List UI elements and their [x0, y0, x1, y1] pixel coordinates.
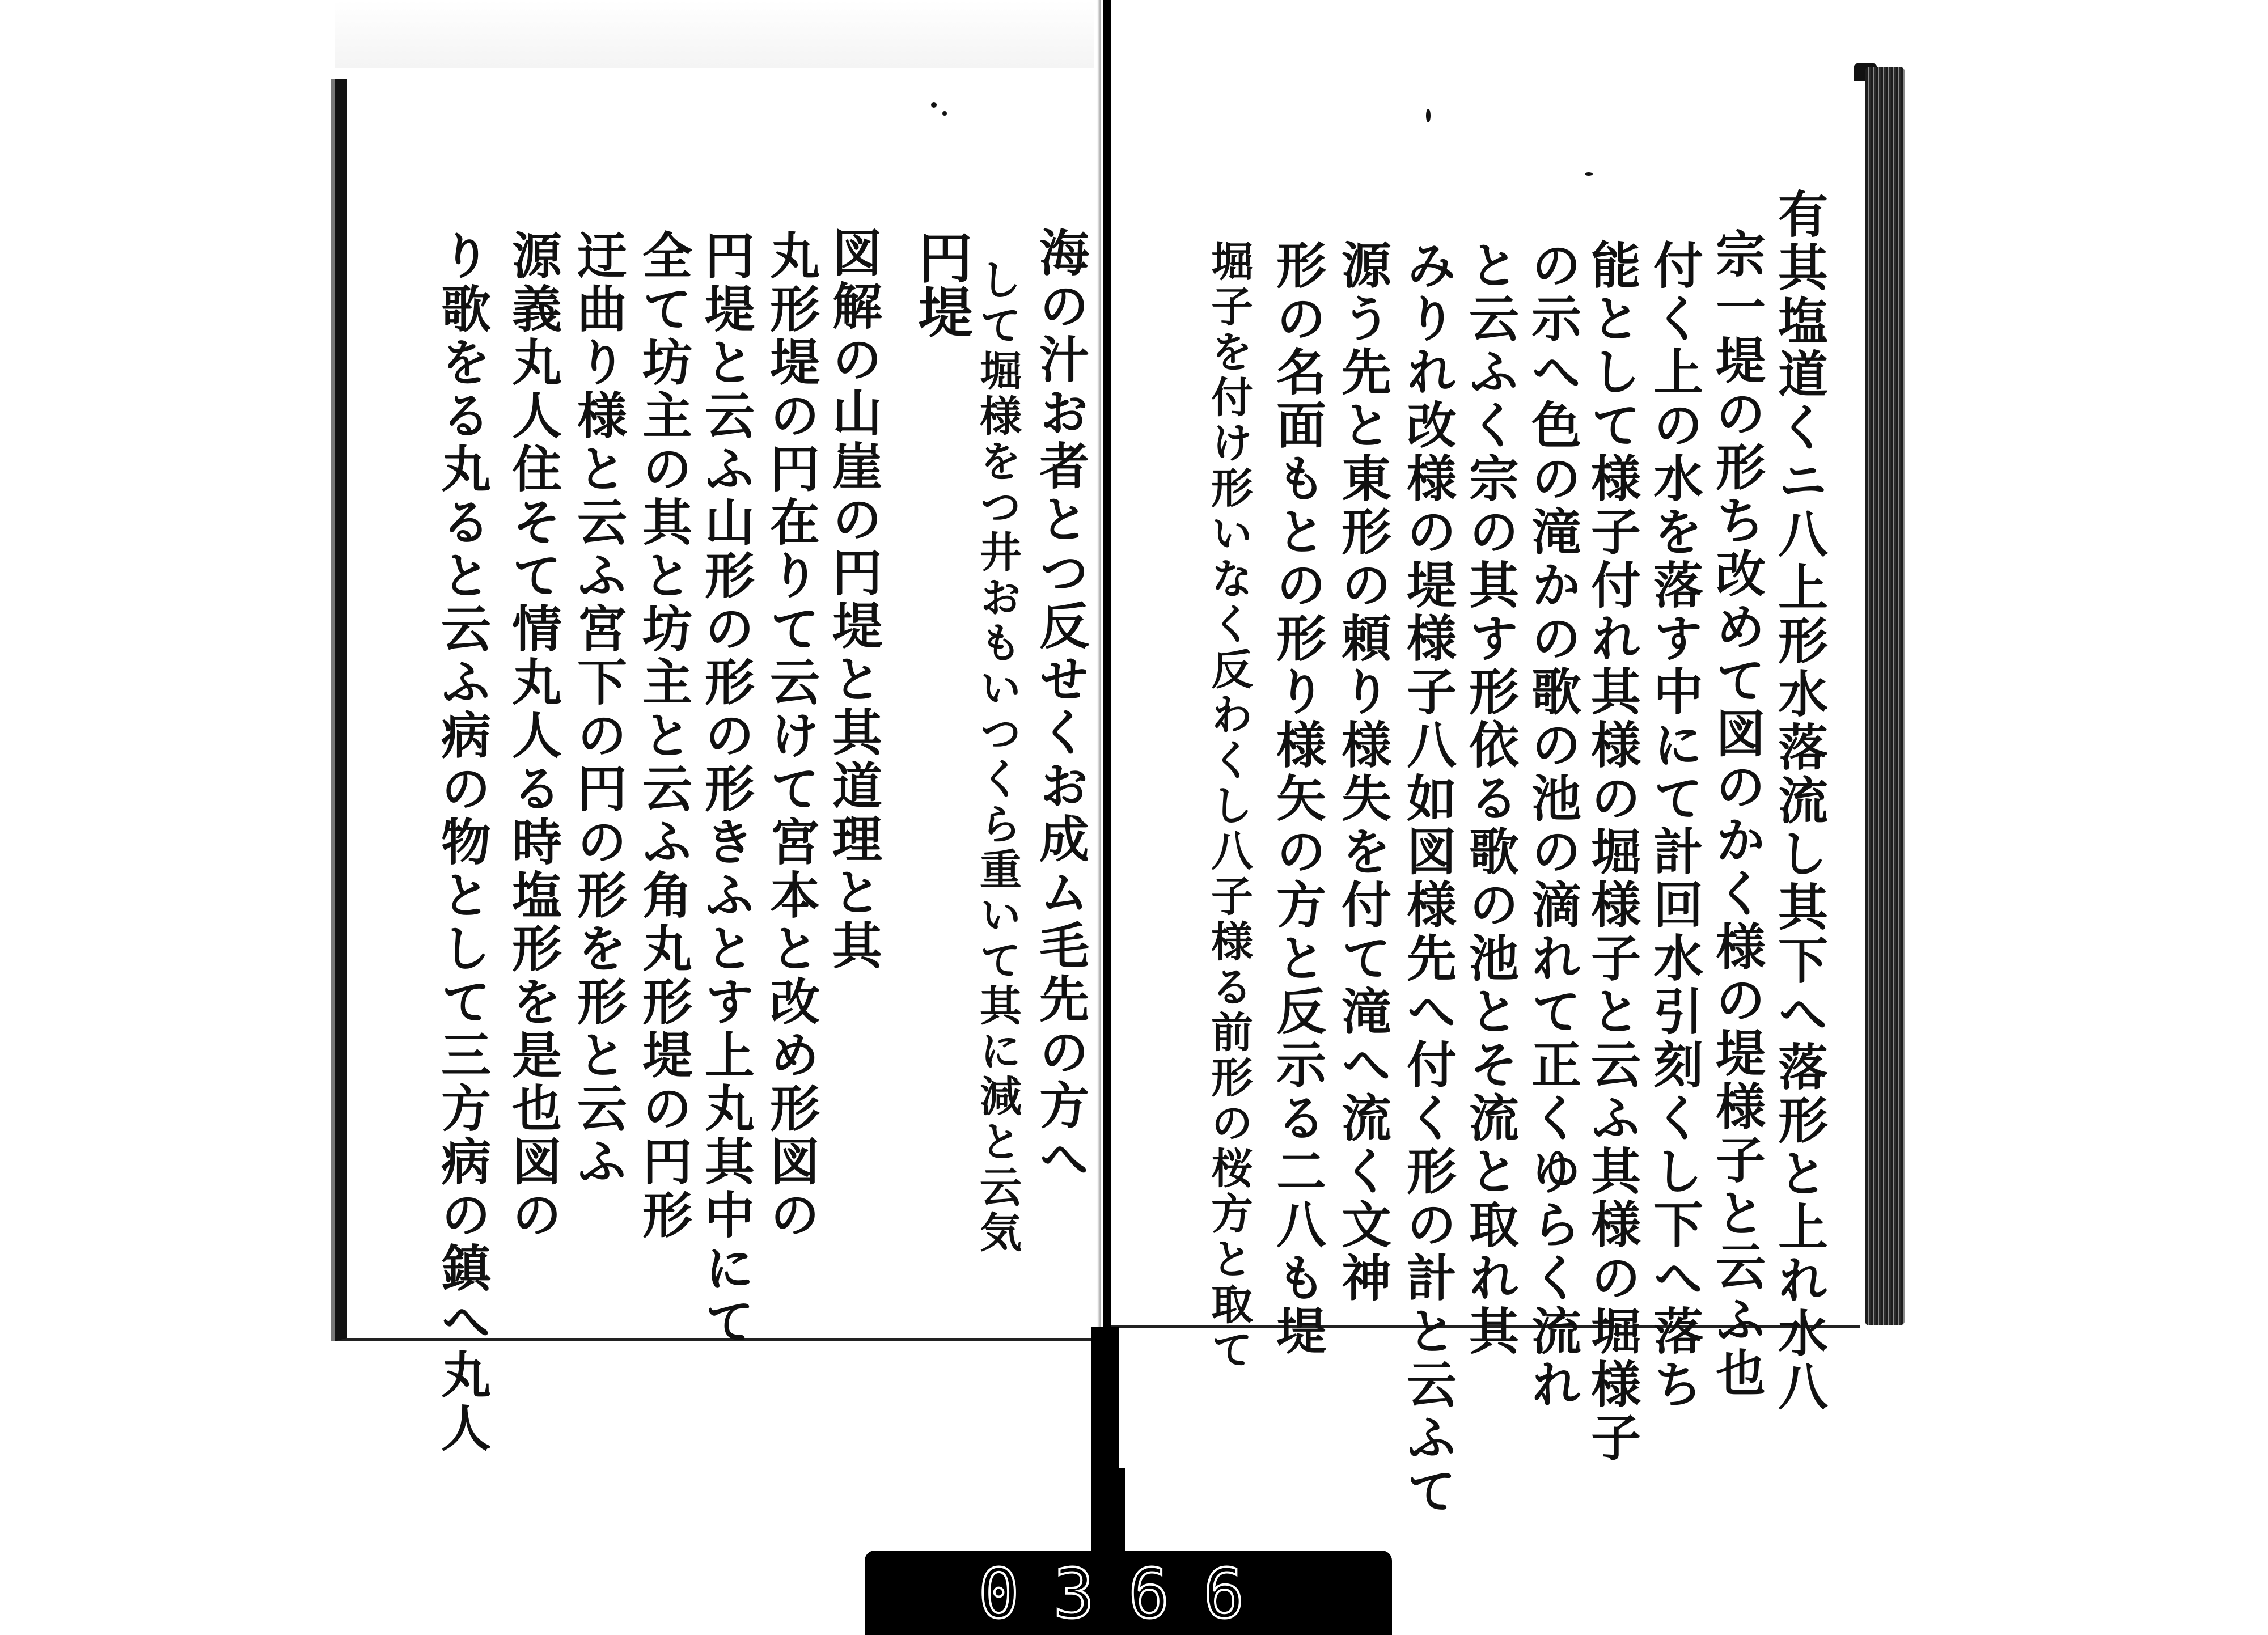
- ink-speck: [1585, 172, 1593, 176]
- right-text-column: 源う先と東形の頼り様失を付て滝へ流く文神: [1334, 239, 1393, 1305]
- left-text-column: 図解の山崖の円堤と其道理と其: [824, 227, 883, 973]
- left-text-column: 海の汁お者とつ反せくお成ム毛先の方へ: [1031, 227, 1090, 1186]
- right-page: [1111, 69, 1860, 1518]
- right-text-column: 付く上の水を落す中にて計回水引刻くし下へ落ち: [1645, 239, 1704, 1412]
- left-text-column: 迂曲り様と云ふ宮下の円の形を形と云ふ: [569, 230, 628, 1189]
- right-text-column: 能として様子付れ其様の堀様子と云ふ其様の堀様子: [1583, 239, 1642, 1465]
- ink-speck: [1426, 109, 1431, 122]
- right-text-column: 形の名面もとの形り様矢の方と反示る二八も堤: [1268, 239, 1327, 1358]
- left-text-column: して堀様をつ井おもいつくら重いて其に減と云気: [973, 258, 1022, 1256]
- right-text-column: 宗一堤の形ち改めて図のかく様の堤様子と云ふ也: [1708, 228, 1767, 1400]
- gutter-shadow: [1097, 0, 1101, 1349]
- ink-speck: [942, 111, 947, 116]
- right-text-column: と云ふく宗の其す形依る歌の池とそ流と取れ其: [1461, 239, 1520, 1358]
- right-text-column: みりれ改様の堤様子八如図様先へ付く形の計と云ふて: [1399, 239, 1458, 1518]
- right-text-column: 堀子を付け形いなく反わくし八子様る前形の桜方と取て: [1204, 239, 1253, 1373]
- binding-clip-notch: [1112, 1468, 1125, 1553]
- right-text-column: の示へ色の滝かの歌の池の滴れて正くゆらく流れ: [1524, 239, 1582, 1412]
- left-text-column: 源義丸人住そて情丸人る時塩形を是也図の: [504, 230, 563, 1242]
- frame-number-plate: [865, 1551, 1392, 1635]
- top-margin-shadow: [335, 0, 1094, 68]
- frame-number: 0366: [978, 1555, 1279, 1634]
- left-page: [335, 79, 1115, 1455]
- left-text-column: 丸形堤の円在りて云けて宮本と改め形図の: [762, 230, 821, 1242]
- ink-speck: [931, 102, 937, 108]
- left-text-column: 全て坊主の其と坊主と云ふ角丸形堤の円形: [634, 230, 693, 1242]
- right-text-column: 有其塩道くニ八上形水落流し其下へ落形と上れ水八: [1770, 188, 1829, 1414]
- left-text-column: 円堤と云ふ山形の形の形きふとす上丸其中にて: [697, 230, 756, 1349]
- left-text-column: り歌をる丸ると云ふ病の物として三方病の鎮へ丸人: [433, 230, 492, 1455]
- section-heading: 円堤: [909, 230, 974, 338]
- stacked-page-edges: [1865, 67, 1905, 1325]
